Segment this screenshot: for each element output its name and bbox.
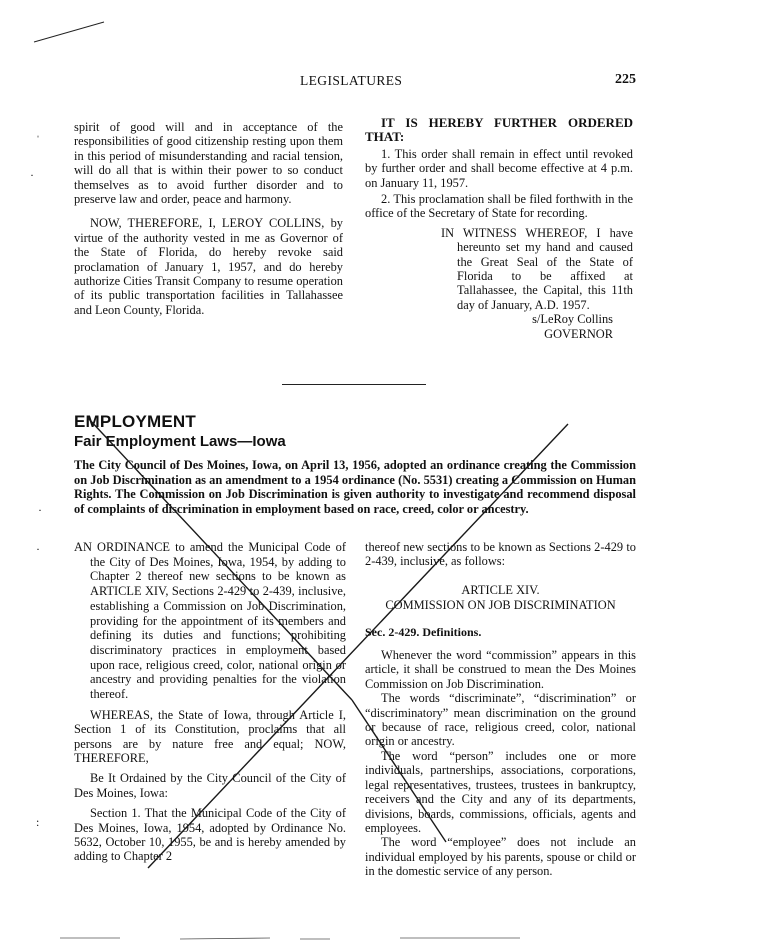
margin-speck: · — [36, 542, 40, 556]
paragraph: WHEREAS, the State of Iowa, through Article I, Section 1 of its Constitution, proclaims that all persons are by nature free and equal; NOW, THEREFORE, — [74, 707, 346, 765]
paragraph: The word “person” includes one or more individuals, partnerships, associations, corporations, legal representatives, trustees, trustees in bankruptcy, receivers and the City and any of its departments, divisions, boards, commissions, officials, agents and employees. — [365, 748, 636, 835]
paragraph: 1. This order shall remain in effect until revoked by further order and shall become effective at 4 p.m. on January 11, 1957. — [365, 146, 633, 190]
order-heading: IT IS HEREBY FURTHER ORDERED THAT: — [365, 115, 633, 145]
margin-speck: : — [36, 815, 40, 829]
margin-speck: · — [30, 168, 34, 182]
bottom-left-column — [74, 540, 346, 864]
running-title: LEGISLATURES — [300, 73, 403, 88]
section-heading: EMPLOYMENT — [74, 412, 196, 431]
margin-speck: ˈ — [36, 133, 40, 147]
paragraph: spirit of good will and in acceptance of the responsibilities of good citizenship resting upon them in this period of misunderstanding and racial tension, will do all that is within their power to so conduct themselves as to avoid further disorder and to preserve law and order, peace and harmony. — [74, 120, 343, 207]
article-title: COMMISSION ON JOB DISCRIMINATION — [385, 598, 616, 613]
article-number: ARTICLE XIV. — [461, 582, 540, 597]
paragraph: Whenever the word “commission” appears in this article, it shall be construed to mean the Des Moines Commission on Job Discrimination. — [365, 648, 636, 691]
margin-speck: · — [38, 503, 42, 517]
section-definitions-heading: Sec. 2-429. Definitions. — [365, 624, 482, 639]
page-number: 225 — [615, 72, 636, 87]
paragraph: Section 1. That the Municipal Code of the City of Des Moines, Iowa, 1954, adopted by Ordinance No. 5632, October 10, 1955, be and is hereby amended by adding to Chapter 2 — [74, 806, 346, 864]
witness-block — [441, 226, 633, 341]
witness-text: IN WITNESS WHEREOF, I have hereunto set my hand and caused the Great Seal of the State of Florida to be affixed at Tallahassee, the Capital, this 11th day of January, A.D. 1957. — [441, 225, 633, 312]
paragraph: thereof new sections to be known as Sections 2-429 to 2-439, inclusive, as follows: — [365, 540, 636, 569]
top-left-column — [74, 120, 343, 317]
paragraph: The words “discriminate”, “discrimination” or “discriminatory” mean discrimination on the ground or because of race, religious creed, color, national origin or ancestry. — [365, 691, 636, 749]
paragraph: Be It Ordained by the City Council of the City of Des Moines, Iowa: — [74, 771, 346, 800]
paragraph: NOW, THEREFORE, I, LEROY COLLINS, by virtue of the authority vested in me as Governor of the State of Florida, do hereby revoke said proclamation of January 1, 1957, and do hereby authorize Cities Transit Company to resume operation of its public transportation facilities in Tallahassee and Leon County, Florida. — [74, 216, 343, 317]
signatory-title: GOVERNOR — [544, 326, 613, 341]
section-summary: The City Council of Des Moines, Iowa, on April 13, 1956, adopted an ordinance creating the Commission on Job Discrimination as an amendment to a 1954 ordinance (No. 5531) creating a Commission on Human Rights. The Commission on Job Discrimination is given authority to investigate and recommend disposal of complaints of discrimination in employment based on race, creed, color or ancestry. — [74, 458, 636, 516]
bottom-right-column — [365, 540, 636, 879]
paragraph: The word “employee” does not include an individual employed by his parents, spouse or child or in the domestic service of any person. — [365, 835, 636, 879]
paragraph: 2. This proclamation shall be filed forthwith in the office of the Secretary of State for recording. — [365, 192, 633, 221]
top-right-column — [365, 116, 633, 341]
signature: s/LeRoy Collins — [532, 312, 613, 327]
section-subheading: Fair Employment Laws—Iowa — [74, 433, 286, 450]
ordinance-title: AN ORDINANCE to amend the Municipal Code of the City of Des Moines, Iowa, 1954, by adding to Chapter 2 thereof new sections to be known as ARTICLE XIV, Sections 2-429 to 2-439, inclusive, establishing a Commission on Job Discrimination, providing for the appointment of its members and defining its duties and functions; prohibiting discriminatory practices in employment based upon race, religious creed, color, national origin or ancestry and providing penalties for the violation thereof. — [74, 540, 346, 702]
section-divider — [282, 384, 426, 385]
